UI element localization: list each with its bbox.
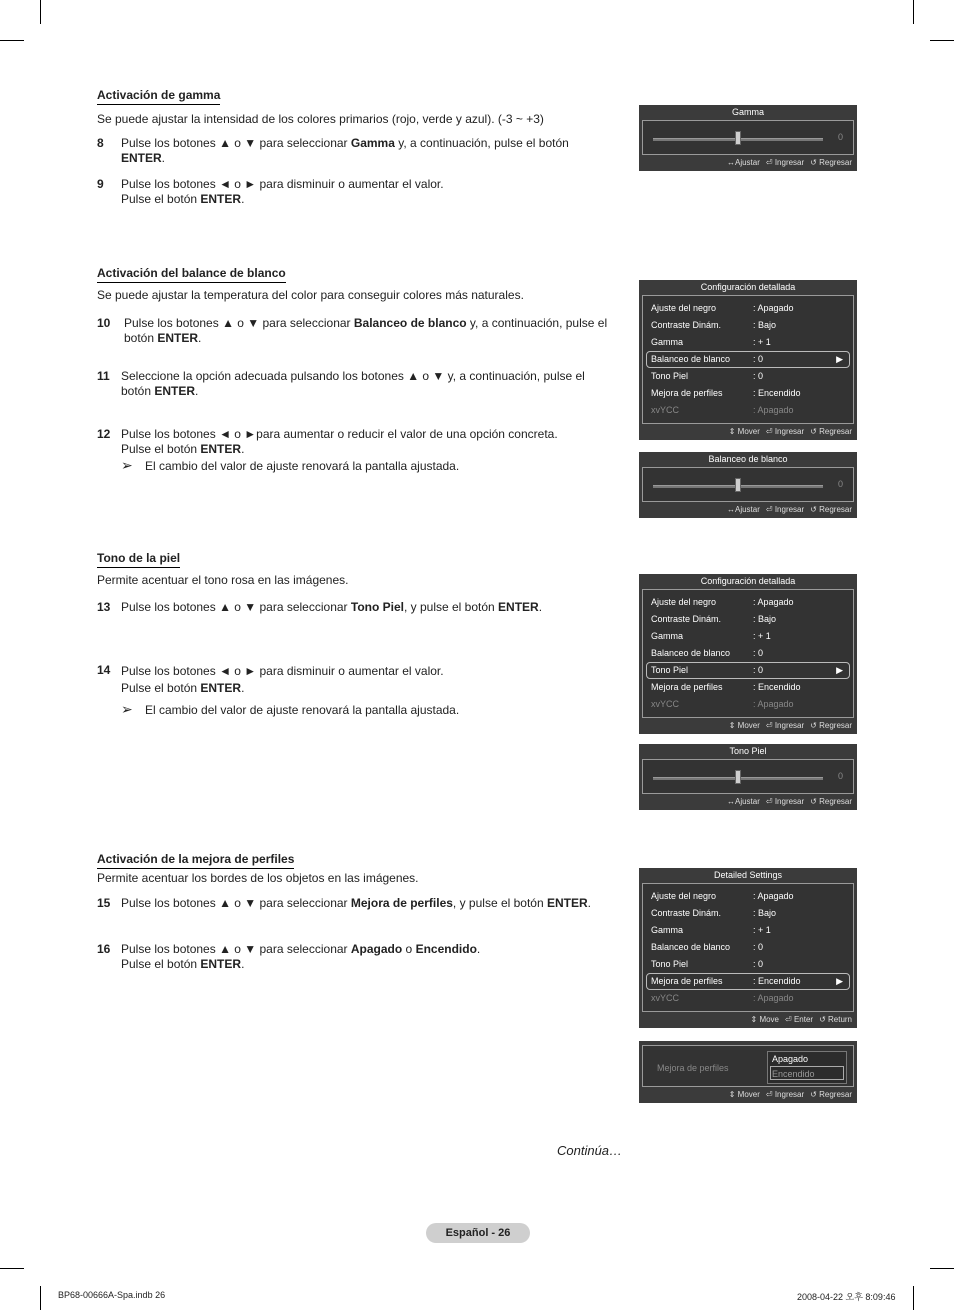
menu-item-edge-enhancement[interactable]: Mejora de perfiles : Encendido xyxy=(651,388,801,398)
step-12 xyxy=(97,427,558,457)
step-number: 8 xyxy=(97,136,104,150)
slider-knob[interactable] xyxy=(735,478,741,492)
menu-item-white-balance[interactable]: Balanceo de blanco : 0 xyxy=(651,648,764,658)
adjust-hint: ↔Ajustar xyxy=(726,158,760,167)
menu-item-dynamic-contrast[interactable]: Contraste Dinám. : Bajo xyxy=(651,614,777,624)
menu-item-black-adjust[interactable]: Ajuste del negro : Apagado xyxy=(651,891,794,901)
footer-file-name: BP68-00666A-Spa.indb 26 xyxy=(58,1290,166,1300)
step-number: 15 xyxy=(97,896,111,910)
footer-timestamp: 2008-04-22 오후 8:09:46 xyxy=(797,1292,896,1302)
menu-item-edge-enhancement[interactable]: Mejora de perfiles : Encendido xyxy=(651,682,801,692)
option-off[interactable]: Apagado xyxy=(772,1054,809,1064)
crop-mark xyxy=(0,1268,24,1269)
slider-panel xyxy=(642,120,854,155)
adjust-hint: ↔Ajustar xyxy=(726,797,760,806)
menu-item-skin-tone[interactable]: Tono Piel : 0 ▶ xyxy=(646,662,850,679)
menu-item-gamma[interactable]: Gamma : + 1 xyxy=(651,337,771,347)
slider-knob[interactable] xyxy=(735,131,741,145)
step-text: Seleccione la opción adecuada pulsando los botones ▲ o ▼ y, a continuación, pulse el botón ENTER. xyxy=(121,369,585,398)
step-text: Pulse los botones ◄ o ► para disminuir o aumentar el valor. Pulse el botón ENTER. xyxy=(121,177,444,206)
menu-list xyxy=(642,883,854,1012)
step-11 xyxy=(97,369,585,399)
osd-gamma-slider xyxy=(639,105,857,171)
note-white-balance xyxy=(121,459,459,474)
menu-list xyxy=(642,589,854,718)
crop-mark xyxy=(930,1268,954,1269)
osd-footer xyxy=(639,794,857,810)
section-title-skin-tone: Tono de la piel xyxy=(97,551,180,568)
menu-item-gamma[interactable]: Gamma : + 1 xyxy=(651,925,771,935)
menu-list xyxy=(642,295,854,424)
step-number: 14 xyxy=(97,663,111,677)
dropdown-panel xyxy=(642,1045,854,1087)
step-number: 16 xyxy=(97,942,111,956)
intro-gamma: Se puede ajustar la intensidad de los colores primarios (rojo, verde y azul). (-3 ~ +3) xyxy=(97,112,544,126)
move-hint: ⇕ Mover xyxy=(728,1090,760,1099)
menu-item-skin-tone[interactable]: Tono Piel : 0 xyxy=(651,959,764,969)
osd-footer xyxy=(639,1012,857,1028)
slider-panel xyxy=(642,467,854,502)
step-text: Pulse los botones ▲ o ▼ para seleccionar Balanceo de blanco y, a continuación, pulse el botón ENTER. xyxy=(124,316,608,345)
slider-knob[interactable] xyxy=(735,770,741,784)
osd-footer xyxy=(639,502,857,518)
crop-mark xyxy=(930,40,954,41)
section-title-white-balance: Activación del balance de blanco xyxy=(97,266,286,283)
menu-item-skin-tone[interactable]: Tono Piel : 0 xyxy=(651,371,764,381)
osd-title: Tono Piel xyxy=(729,746,767,756)
move-hint: ⇕ Move xyxy=(750,1015,780,1024)
return-hint: ↺ Regresar xyxy=(810,505,852,514)
step-8 xyxy=(97,136,569,166)
adjust-hint: ↔Ajustar xyxy=(726,505,760,514)
menu-item-dynamic-contrast[interactable]: Contraste Dinám. : Bajo xyxy=(651,320,777,330)
intro-white-balance: Se puede ajustar la temperatura del color para conseguir colores más naturales. xyxy=(97,288,524,302)
step-14 xyxy=(97,663,444,697)
osd-footer xyxy=(639,718,857,734)
return-hint: ↺ Return xyxy=(819,1015,852,1024)
step-text: Pulse los botones ▲ o ▼ para seleccionar Apagado o Encendido. Pulse el botón ENTER. xyxy=(121,942,481,971)
osd-skin-tone-slider xyxy=(639,744,857,810)
menu-item-black-adjust[interactable]: Ajuste del negro : Apagado xyxy=(651,597,794,607)
menu-item-dynamic-contrast[interactable]: Contraste Dinám. : Bajo xyxy=(651,908,777,918)
section-title-edge-enhancement: Activación de la mejora de perfiles xyxy=(97,852,294,869)
step-text: Pulse los botones ▲ o ▼ para seleccionar Mejora de perfiles, y pulse el botón ENTER. xyxy=(121,896,591,910)
osd-white-balance-slider xyxy=(639,452,857,518)
menu-item-white-balance[interactable]: Balanceo de blanco : 0 ▶ xyxy=(646,351,850,368)
osd-detailed-menu-wb xyxy=(639,280,857,440)
return-hint: ↺ Regresar xyxy=(810,158,852,167)
menu-item-black-adjust[interactable]: Ajuste del negro : Apagado xyxy=(651,303,794,313)
slider-value: 0 xyxy=(837,132,843,142)
step-number: 9 xyxy=(97,177,104,191)
intro-edge-enhancement: Permite acentuar los bordes de los objetos en las imágenes. xyxy=(97,871,419,885)
note-text: El cambio del valor de ajuste renovará la pantalla ajustada. xyxy=(145,459,460,473)
return-hint: ↺ Regresar xyxy=(810,427,852,436)
move-hint: ⇕ Mover xyxy=(728,427,760,436)
menu-item-white-balance[interactable]: Balanceo de blanco : 0 xyxy=(651,942,764,952)
dropdown-label: Mejora de perfiles xyxy=(657,1063,729,1073)
step-number: 12 xyxy=(97,427,111,441)
enter-hint: ⏎ Ingresar xyxy=(765,1090,805,1099)
slider-value: 0 xyxy=(837,771,843,781)
step-13 xyxy=(97,600,542,615)
note-arrow-icon: ➢ xyxy=(121,701,133,717)
step-text: Pulse los botones ▲ o ▼ para seleccionar Tono Piel, y pulse el botón ENTER. xyxy=(121,600,543,614)
page-number-badge: Español - 26 xyxy=(426,1223,530,1243)
note-text: El cambio del valor de ajuste renovará la pantalla ajustada. xyxy=(145,703,460,717)
menu-item-xvycc: xvYCC : Apagado xyxy=(651,699,794,709)
step-number: 10 xyxy=(97,316,111,330)
osd-edge-dropdown xyxy=(639,1041,857,1103)
slider-panel xyxy=(642,759,854,794)
return-hint: ↺ Regresar xyxy=(810,1090,852,1099)
continued-label: Continúa… xyxy=(557,1143,623,1158)
osd-footer xyxy=(639,1087,857,1103)
enter-hint: ⏎ Ingresar xyxy=(765,158,805,167)
crop-mark xyxy=(913,0,914,24)
crop-mark xyxy=(40,0,41,24)
step-text: Pulse los botones ▲ o ▼ para seleccionar Gamma y, a continuación, pulse el botón ENTER. xyxy=(121,136,569,165)
arrow-right-icon: ▶ xyxy=(836,665,843,675)
return-hint: ↺ Regresar xyxy=(810,797,852,806)
enter-hint: ⏎ Ingresar xyxy=(765,797,805,806)
arrow-right-icon: ▶ xyxy=(836,976,843,986)
menu-item-xvycc: xvYCC : Apagado xyxy=(651,993,794,1003)
osd-title: Configuración detallada xyxy=(700,282,796,292)
step-9 xyxy=(97,177,444,207)
crop-mark xyxy=(913,1286,914,1310)
step-text: Pulse los botones ◄ o ►para aumentar o reducir el valor de una opción concreta. Pulse el botón ENTER. xyxy=(121,427,558,456)
dropdown-options xyxy=(767,1051,847,1084)
enter-hint: ⏎ Ingresar xyxy=(765,505,805,514)
move-hint: ⇕ Mover xyxy=(728,721,760,730)
osd-title: Balanceo de blanco xyxy=(708,454,788,464)
intro-skin-tone: Permite acentuar el tono rosa en las imágenes. xyxy=(97,573,349,587)
crop-mark xyxy=(0,40,24,41)
note-arrow-icon: ➢ xyxy=(121,457,133,473)
step-number: 13 xyxy=(97,600,111,614)
slider-value: 0 xyxy=(837,479,843,489)
osd-footer xyxy=(639,424,857,440)
step-10 xyxy=(97,316,607,346)
enter-hint: ⏎ Enter xyxy=(785,1015,814,1024)
section-title-gamma: Activación de gamma xyxy=(97,88,220,105)
osd-title: Detailed Settings xyxy=(713,870,783,880)
step-text: Pulse los botones ◄ o ► para disminuir o aumentar el valor. Pulse el botón ENTER. xyxy=(121,664,444,695)
step-16 xyxy=(97,942,480,972)
osd-detailed-settings-edge xyxy=(639,868,857,1028)
step-15 xyxy=(97,896,591,911)
enter-hint: ⏎ Ingresar xyxy=(765,427,805,436)
step-number: 11 xyxy=(97,369,110,383)
menu-item-xvycc: xvYCC : Apagado xyxy=(651,405,794,415)
osd-detailed-menu-skin xyxy=(639,574,857,734)
osd-title: Configuración detallada xyxy=(700,576,796,586)
return-hint: ↺ Regresar xyxy=(810,721,852,730)
option-on[interactable]: Encendido xyxy=(770,1066,844,1080)
arrow-right-icon: ▶ xyxy=(836,354,843,364)
note-skin-tone xyxy=(121,703,459,718)
menu-item-edge-enhancement[interactable]: Mejora de perfiles : Encendido ▶ xyxy=(646,973,850,990)
menu-item-gamma[interactable]: Gamma : + 1 xyxy=(651,631,771,641)
enter-hint: ⏎ Ingresar xyxy=(765,721,805,730)
osd-title: Gamma xyxy=(731,107,764,117)
osd-footer xyxy=(639,155,857,171)
crop-mark xyxy=(40,1286,41,1310)
